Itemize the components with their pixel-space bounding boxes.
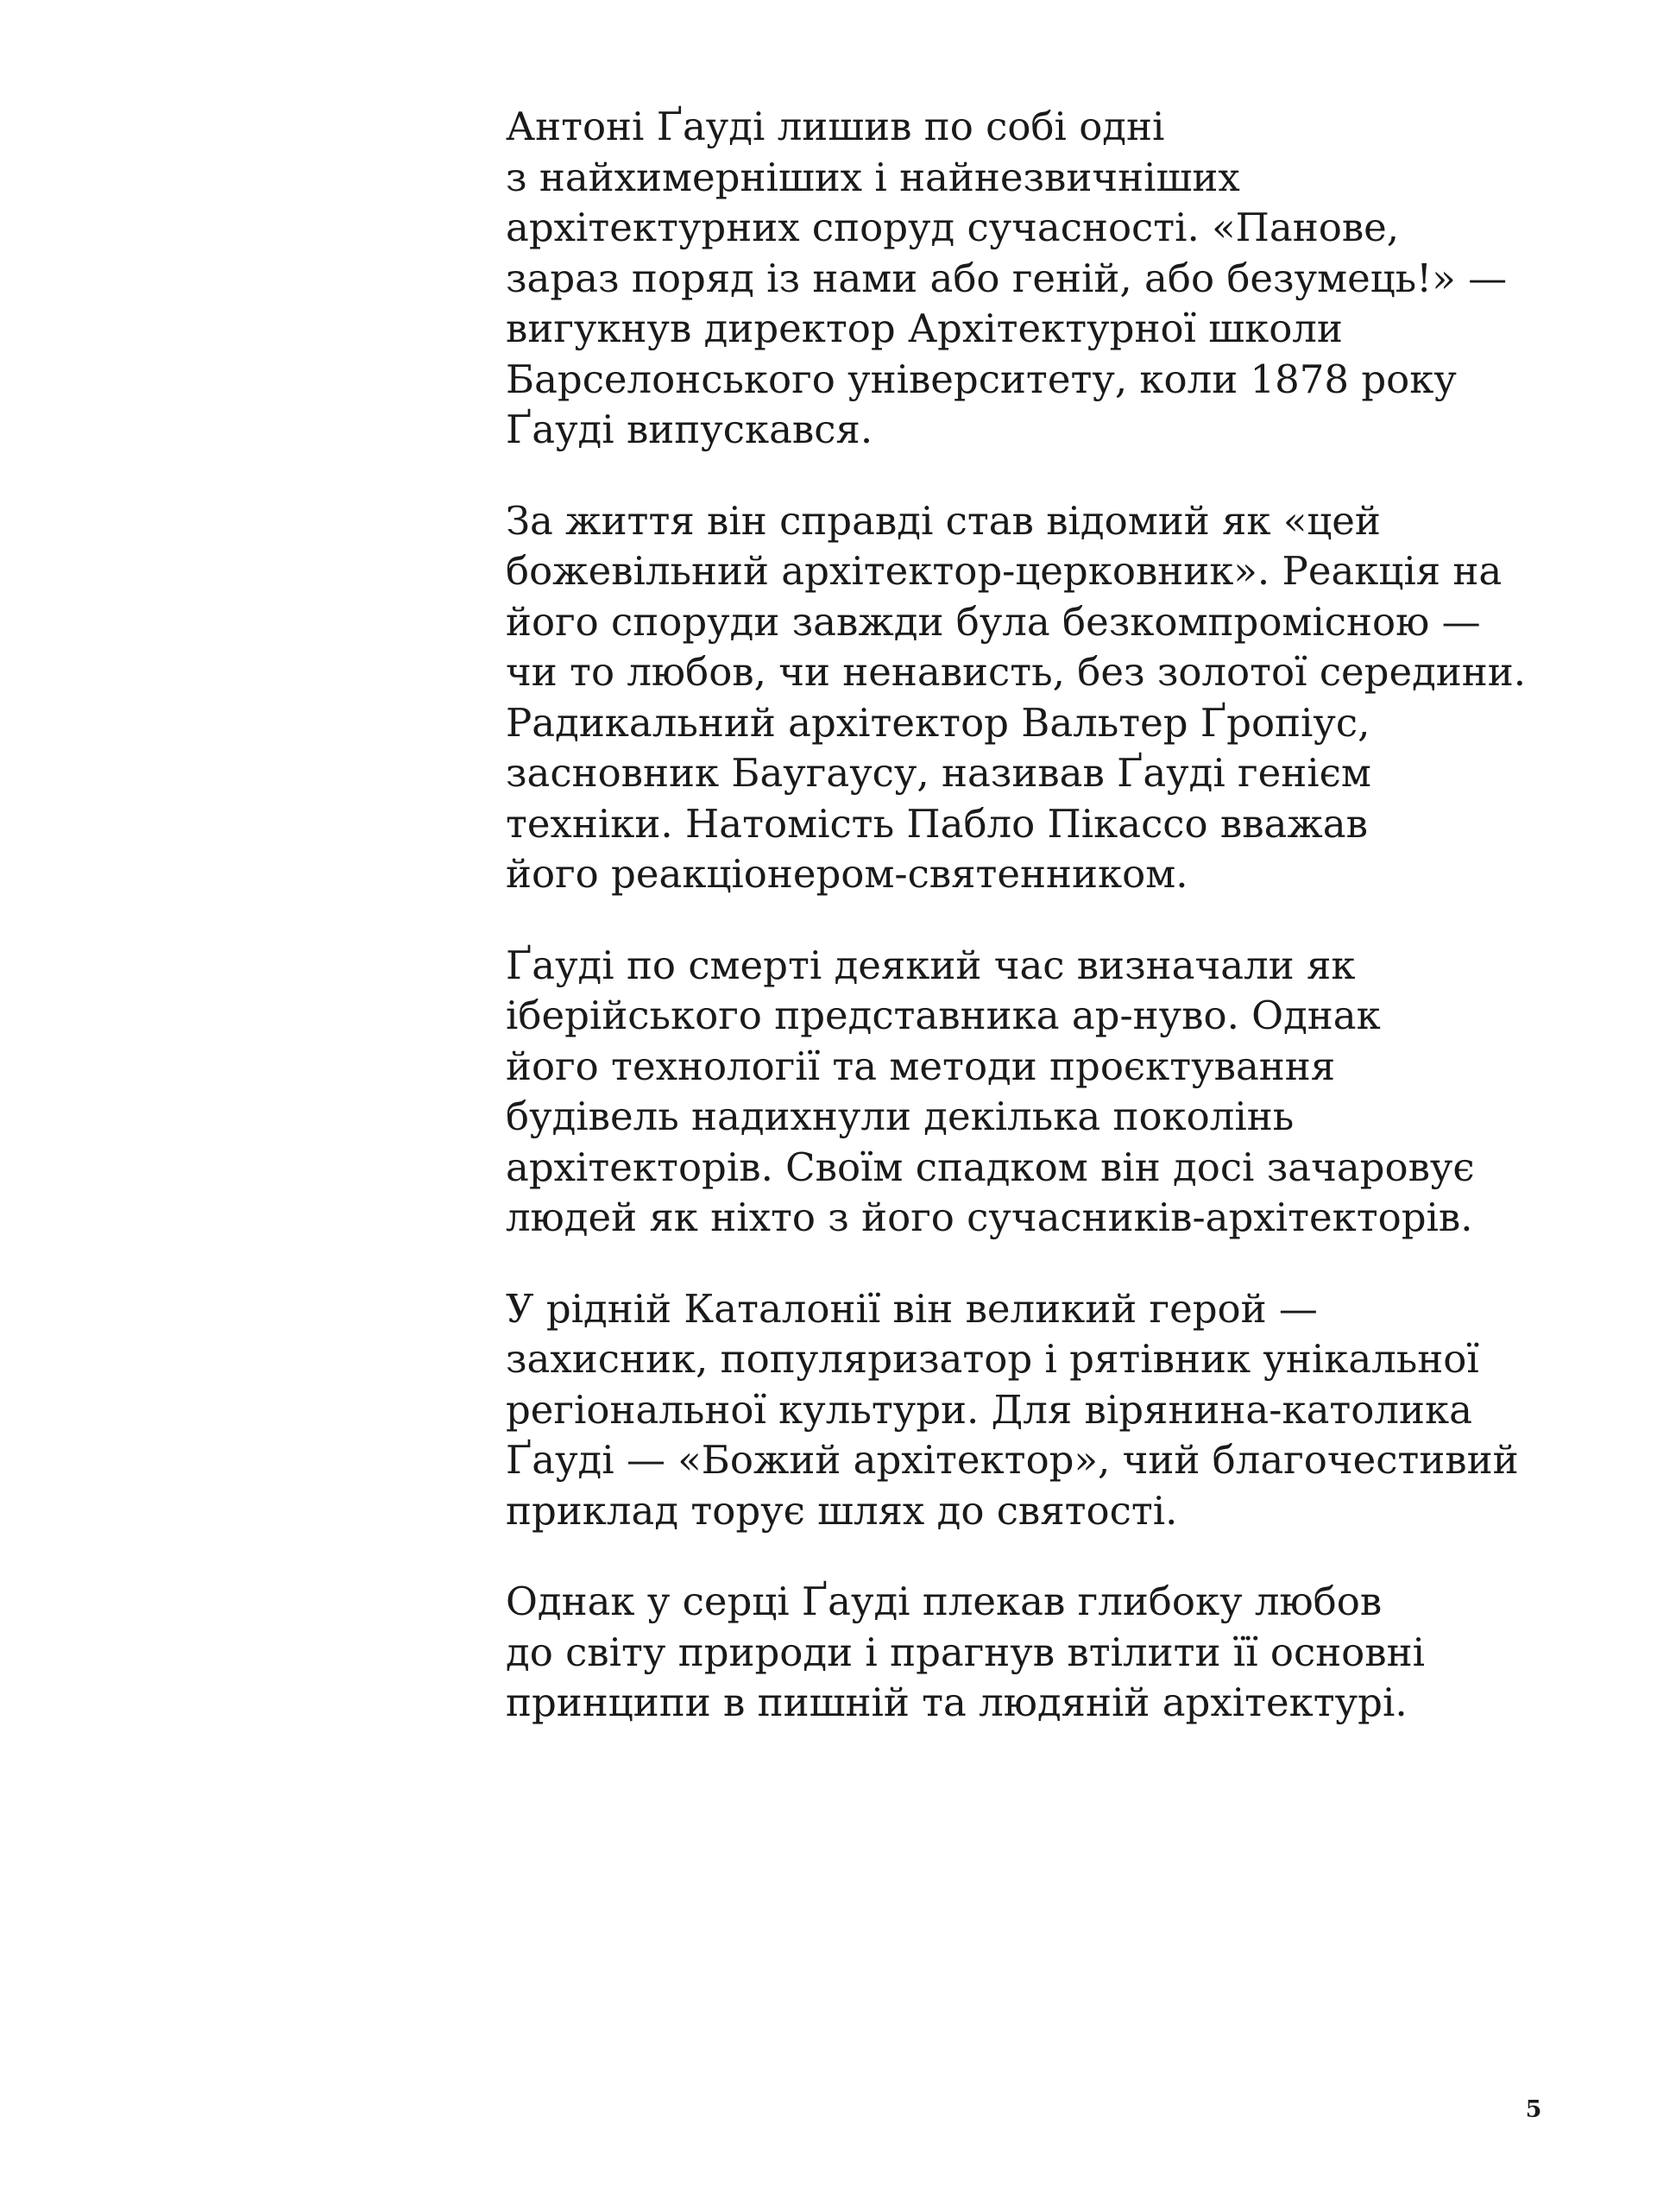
text-line: будівель надихнули декілька поколінь bbox=[506, 1093, 1295, 1139]
text-line: У рідній Каталонії він великий герой — bbox=[506, 1285, 1318, 1332]
text-line: техніки. Натомість Пабло Пікассо вважав bbox=[506, 800, 1368, 847]
text-line: архітектурних споруд сучасності. «Панове, bbox=[506, 205, 1400, 250]
page-number: 5 bbox=[1525, 2096, 1542, 2123]
text-line: його реакціонером-святенником. bbox=[506, 851, 1188, 897]
text-line: регіональної культури. Для вірянина-католика bbox=[506, 1386, 1472, 1433]
text-line: засновник Баугаусу, називав Ґауді генієм bbox=[506, 750, 1371, 796]
text-line: з найхимерніших і найнезвичніших bbox=[506, 154, 1240, 200]
text-line: божевільний архітектор-церковник». Реакція на bbox=[506, 548, 1503, 594]
body-text bbox=[506, 102, 1571, 1769]
text-line: зараз поряд із нами або геній, або безумець!» — bbox=[506, 255, 1508, 301]
text-line: до світу природи і прагнув втілити її основні bbox=[506, 1629, 1425, 1675]
text-line: За життя він справді став відомий як «цей bbox=[506, 497, 1381, 544]
text-line: вигукнув директор Архітектурної школи bbox=[506, 306, 1343, 351]
text-line: Ґауді по смерті деякий час визначали як bbox=[506, 942, 1356, 988]
paragraph-1 bbox=[506, 102, 1571, 456]
text-line: Антоні Ґауді лишив по собі одні bbox=[506, 104, 1165, 149]
text-line: людей як ніхто з його сучасників-архітекторів. bbox=[506, 1194, 1473, 1240]
text-line: чи то любов, чи ненависть, без золотої середини. bbox=[506, 649, 1527, 695]
paragraph-2 bbox=[506, 496, 1571, 900]
text-line: приклад торує шлях до святості. bbox=[506, 1487, 1178, 1534]
text-line: принципи в пишній та людяній архітектурі. bbox=[506, 1679, 1408, 1725]
paragraph-5 bbox=[506, 1577, 1571, 1729]
text-line: його технології та методи проєктування bbox=[506, 1043, 1336, 1089]
text-line: архітекторів. Своїм спадком він досі зачаровує bbox=[506, 1144, 1475, 1190]
text-line: іберійського представника ар-нуво. Однак bbox=[506, 993, 1381, 1038]
text-line: Радикальний архітектор Вальтер Ґропіус, bbox=[506, 699, 1370, 746]
text-line: Барселонського університету, коли 1878 року bbox=[506, 356, 1457, 402]
text-line: його споруди завжди була безкомпромісною — bbox=[506, 598, 1481, 645]
paragraph-3 bbox=[506, 941, 1571, 1244]
text-line: Ґауді — «Божий архітектор», чий благочестивий bbox=[506, 1437, 1519, 1483]
text-line: захисник, популяризатор і рятівник унікальної bbox=[506, 1336, 1479, 1382]
text-line: Однак у серці Ґауді плекав глибоку любов bbox=[506, 1579, 1383, 1624]
text-line: Ґауді випускався. bbox=[506, 406, 873, 452]
paragraph-4 bbox=[506, 1284, 1571, 1537]
